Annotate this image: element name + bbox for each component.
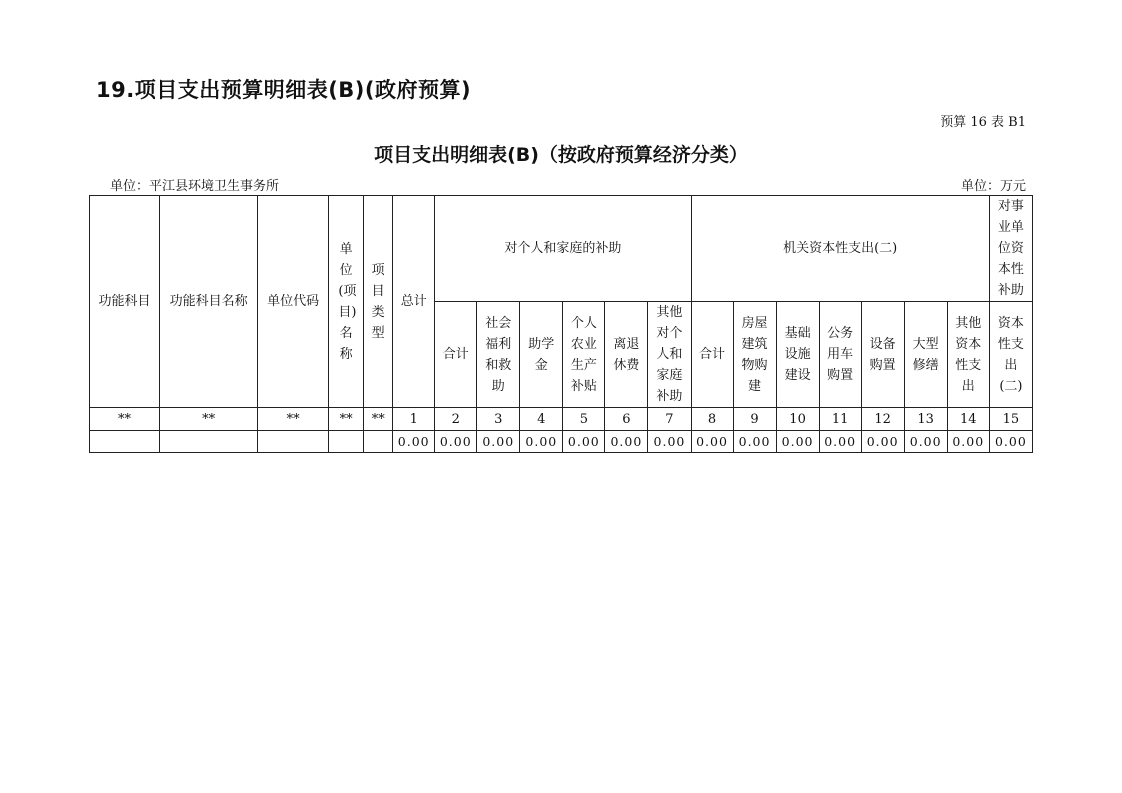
index-cell: 2: [435, 408, 477, 431]
index-cell: 13: [904, 408, 947, 431]
header-total: 总计: [393, 196, 435, 408]
index-cell: 6: [605, 408, 648, 431]
header-personal-retire: 离退休费: [605, 302, 648, 408]
header-func-code: 功能科目: [90, 196, 160, 408]
index-cell: 4: [520, 408, 563, 431]
index-cell: **: [329, 408, 364, 431]
header-personal-welfare: 社会福利和救助: [477, 302, 520, 408]
header-personal-grant: 助学金: [520, 302, 563, 408]
index-cell: 3: [477, 408, 520, 431]
data-cell: 0.00: [691, 431, 733, 453]
header-capital-repair: 大型修缮: [904, 302, 947, 408]
data-cell: 0.00: [393, 431, 435, 453]
header-group-personal: 对个人和家庭的补助: [435, 196, 691, 302]
data-cell: 0.00: [648, 431, 691, 453]
index-cell: **: [258, 408, 329, 431]
data-cell: [258, 431, 329, 453]
header-personal-total: 合计: [435, 302, 477, 408]
header-group-capital: 机关资本性支出(二): [691, 196, 989, 302]
data-cell: [90, 431, 160, 453]
data-cell: 0.00: [563, 431, 605, 453]
index-cell: **: [90, 408, 160, 431]
index-cell: 14: [947, 408, 989, 431]
index-cell: **: [160, 408, 258, 431]
data-cell: 0.00: [477, 431, 520, 453]
unit-organization: 单位：平江县环境卫生事务所: [110, 179, 280, 194]
index-cell: **: [364, 408, 393, 431]
header-subsidy-capital: 资本性支出(二): [989, 302, 1032, 408]
data-cell: 0.00: [605, 431, 648, 453]
budget-table: [89, 195, 1033, 453]
data-cell: 0.00: [947, 431, 989, 453]
index-cell: 12: [861, 408, 904, 431]
data-cell: 0.00: [989, 431, 1032, 453]
table-number: 预算 16 表 B1: [940, 115, 1026, 130]
header-capital-equipment: 设备购置: [861, 302, 904, 408]
data-cell: [160, 431, 258, 453]
header-capital-vehicle: 公务用车购置: [819, 302, 861, 408]
section-title: 19.项目支出预算明细表(B)(政府预算): [96, 78, 472, 102]
data-cell: 0.00: [904, 431, 947, 453]
data-cell: [329, 431, 364, 453]
main-title: 项目支出明细表(B)（按政府预算经济分类）: [374, 144, 748, 166]
data-cell: 0.00: [819, 431, 861, 453]
header-project-type: 项目类型: [364, 196, 393, 408]
index-cell: 5: [563, 408, 605, 431]
header-func-name: 功能科目名称: [160, 196, 258, 408]
index-cell: 8: [691, 408, 733, 431]
table-row: [90, 431, 1033, 453]
index-cell: 10: [776, 408, 819, 431]
data-cell: 0.00: [733, 431, 776, 453]
data-cell: 0.00: [435, 431, 477, 453]
index-cell: 15: [989, 408, 1032, 431]
data-cell: 0.00: [861, 431, 904, 453]
unit-money: 单位：万元: [960, 179, 1026, 194]
index-cell: 11: [819, 408, 861, 431]
header-personal-agri: 个人农业生产补贴: [563, 302, 605, 408]
header-capital-total: 合计: [691, 302, 733, 408]
index-cell: 1: [393, 408, 435, 431]
index-cell: 7: [648, 408, 691, 431]
header-unit-code: 单位代码: [258, 196, 329, 408]
header-group-subsidy: 对事业单位资本性补助: [989, 196, 1032, 302]
header-capital-infra: 基础设施建设: [776, 302, 819, 408]
data-cell: 0.00: [776, 431, 819, 453]
header-capital-building: 房屋建筑物购建: [733, 302, 776, 408]
header-capital-other: 其他资本性支出: [947, 302, 989, 408]
data-cell: 0.00: [520, 431, 563, 453]
data-cell: [364, 431, 393, 453]
header-personal-other: 其他对个人和家庭补助: [648, 302, 691, 408]
index-row: [90, 408, 1033, 431]
header-unit-project-name: 单位(项目)名称: [329, 196, 364, 408]
index-cell: 9: [733, 408, 776, 431]
